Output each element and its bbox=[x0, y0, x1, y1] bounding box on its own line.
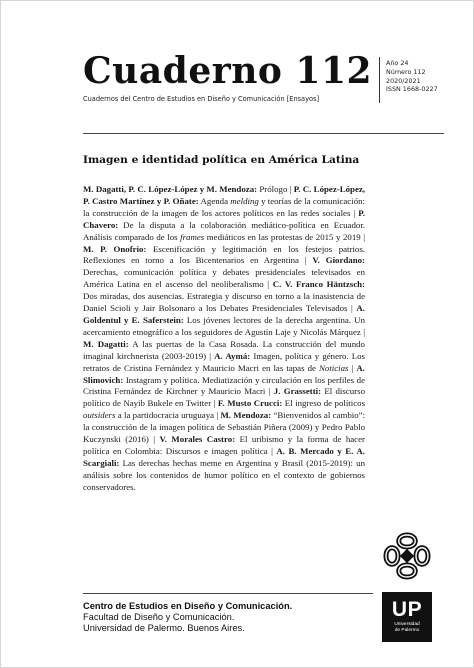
vertical-divider bbox=[379, 57, 380, 103]
toc-text: | bbox=[348, 362, 357, 373]
toc-author: A. Goldentul y E. Saferstein: bbox=[83, 303, 365, 325]
toc-text: y teorías de la comunicación: la construcción de la imagen de los actores políticos en las redes sociales | bbox=[83, 195, 365, 218]
toc-author: P. Chavero: bbox=[83, 207, 365, 230]
publisher-block bbox=[83, 601, 292, 635]
journal-title: Cuaderno 112 bbox=[83, 50, 373, 92]
toc-text: Imagen, política y género. Los retratos de Cristina Fernández y Mauricio Macri en las tapas de bbox=[83, 350, 365, 373]
toc-text: El uribismo y la forma de hacer política en Colombia: Discursos e imagen política | bbox=[83, 434, 365, 456]
toc-author: A. Aymá: bbox=[214, 350, 251, 361]
toc-text: mediáticos en las protestas de 2015 y 2019 | bbox=[204, 231, 365, 242]
toc-italic-term: frames bbox=[180, 231, 205, 242]
publisher-faculty: Facultad de Diseño y Comunicación. bbox=[83, 612, 235, 623]
knot-emblem-icon bbox=[382, 531, 432, 581]
toc-text: Escenificación y legitimación en los festejos patrios. Reflexiones en torno a los Bicentenarios en Argentina | bbox=[83, 243, 365, 266]
issue-issn: ISSN 1668-0227 bbox=[386, 85, 438, 94]
issue-meta bbox=[386, 59, 438, 94]
toc-author: F. Musto Crucci: bbox=[217, 398, 283, 409]
toc-author: A. Slimovich: bbox=[83, 362, 365, 385]
toc-text: Dos miradas, dos ausencias. Estrategia y discurso en torno a la inasistencia de Daniel Scioli y Jair Bolsonaro a los Debates Presidenciales Televisados | bbox=[83, 291, 365, 314]
journal-subtitle: Cuadernos del Centro de Estudios en Diseño y Comunicación [Ensayos] bbox=[83, 95, 320, 103]
issue-year: Año 24 bbox=[386, 59, 409, 67]
toc-text: Las derechas hechas meme en Argentina y Brasil (2015-2019): un análisis sobre los contenidos de humor político en el contexto de gobiernos conservadores. bbox=[83, 457, 365, 492]
issue-number: Número 112 bbox=[386, 67, 426, 76]
logo-line-2: de Palermo bbox=[394, 627, 420, 633]
toc-italic-term: Noticias bbox=[319, 362, 349, 373]
logo-line-1: Universidad bbox=[394, 622, 420, 627]
toc-author: M. Mendoza: bbox=[220, 410, 272, 421]
toc-text: Agenda bbox=[198, 195, 231, 206]
toc-author: M. Dagatti, P. C. López-López y M. Mendoza: bbox=[83, 184, 258, 194]
toc-text: A las puertas de la Casa Rosada. La construcción del mundo imaginal kirchnerista (2003-2019) | bbox=[83, 338, 365, 361]
toc-text: “Bienvenidos al cambio”: la construcción de la imagen política de Sebastián Piñera (2009) y Pedro Pablo Kuczynski (2016) | bbox=[83, 410, 366, 445]
toc-author: M. P. Onofrio: bbox=[83, 243, 147, 254]
publisher-org: Centro de Estudios en Diseño y Comunicación. bbox=[83, 601, 293, 611]
toc-text: Derechas, comunicación política y debates presidenciales televisados en América Latina en el ascenso del neoliberalismo | bbox=[83, 267, 365, 290]
toc-author: V. Morales Castro: bbox=[159, 434, 236, 445]
toc-text: Prólogo | bbox=[257, 184, 294, 194]
toc-author: J. Grassetti: bbox=[273, 386, 322, 397]
toc-text: Instagram y política. Mediatización y circulación en los perfiles de Cristina Fernández de Kirchner y Mauricio Macri | bbox=[83, 374, 365, 397]
toc-author: V. Giordano: bbox=[312, 255, 365, 266]
section-title: Imagen e identidad política en América Latina bbox=[83, 154, 360, 166]
university-logo bbox=[382, 592, 432, 642]
toc-italic-term: outsiders bbox=[83, 410, 116, 421]
publisher-university: Universidad de Palermo. Buenos Aires. bbox=[83, 623, 245, 634]
toc-author: M. Dagatti: bbox=[83, 338, 129, 349]
logo-initials: UP bbox=[391, 598, 423, 621]
top-divider bbox=[83, 133, 444, 134]
toc-text: El ingreso de políticos bbox=[282, 398, 366, 409]
issue-period: 2020/2021 bbox=[386, 76, 421, 85]
toc-text: De la disputa a la colaboración mediático-política en Ecuador. Análisis comparado de los bbox=[83, 219, 365, 242]
toc-text: El discurso político de Nayib Bukele en Twitter | bbox=[83, 386, 365, 409]
toc-author: P. C. López-López, P. Castro Martínez y P. Oñate: bbox=[83, 184, 365, 206]
masthead bbox=[83, 49, 373, 103]
bottom-divider bbox=[83, 593, 373, 594]
toc-italic-term: melding bbox=[230, 195, 259, 206]
toc-text: Los jóvenes lectores de la derecha argentina. Un acercamiento etnográfico a los seguidores de Agustín Laje y Nicolás Márquez | bbox=[83, 314, 365, 337]
toc-text: a la partidocracia uruguaya | bbox=[115, 410, 221, 421]
toc-author: A. B. Mercado y E. A. Scargiali: bbox=[83, 445, 365, 468]
table-of-contents bbox=[83, 184, 365, 494]
toc-author: C. V. Franco Häntzsch: bbox=[272, 279, 365, 290]
